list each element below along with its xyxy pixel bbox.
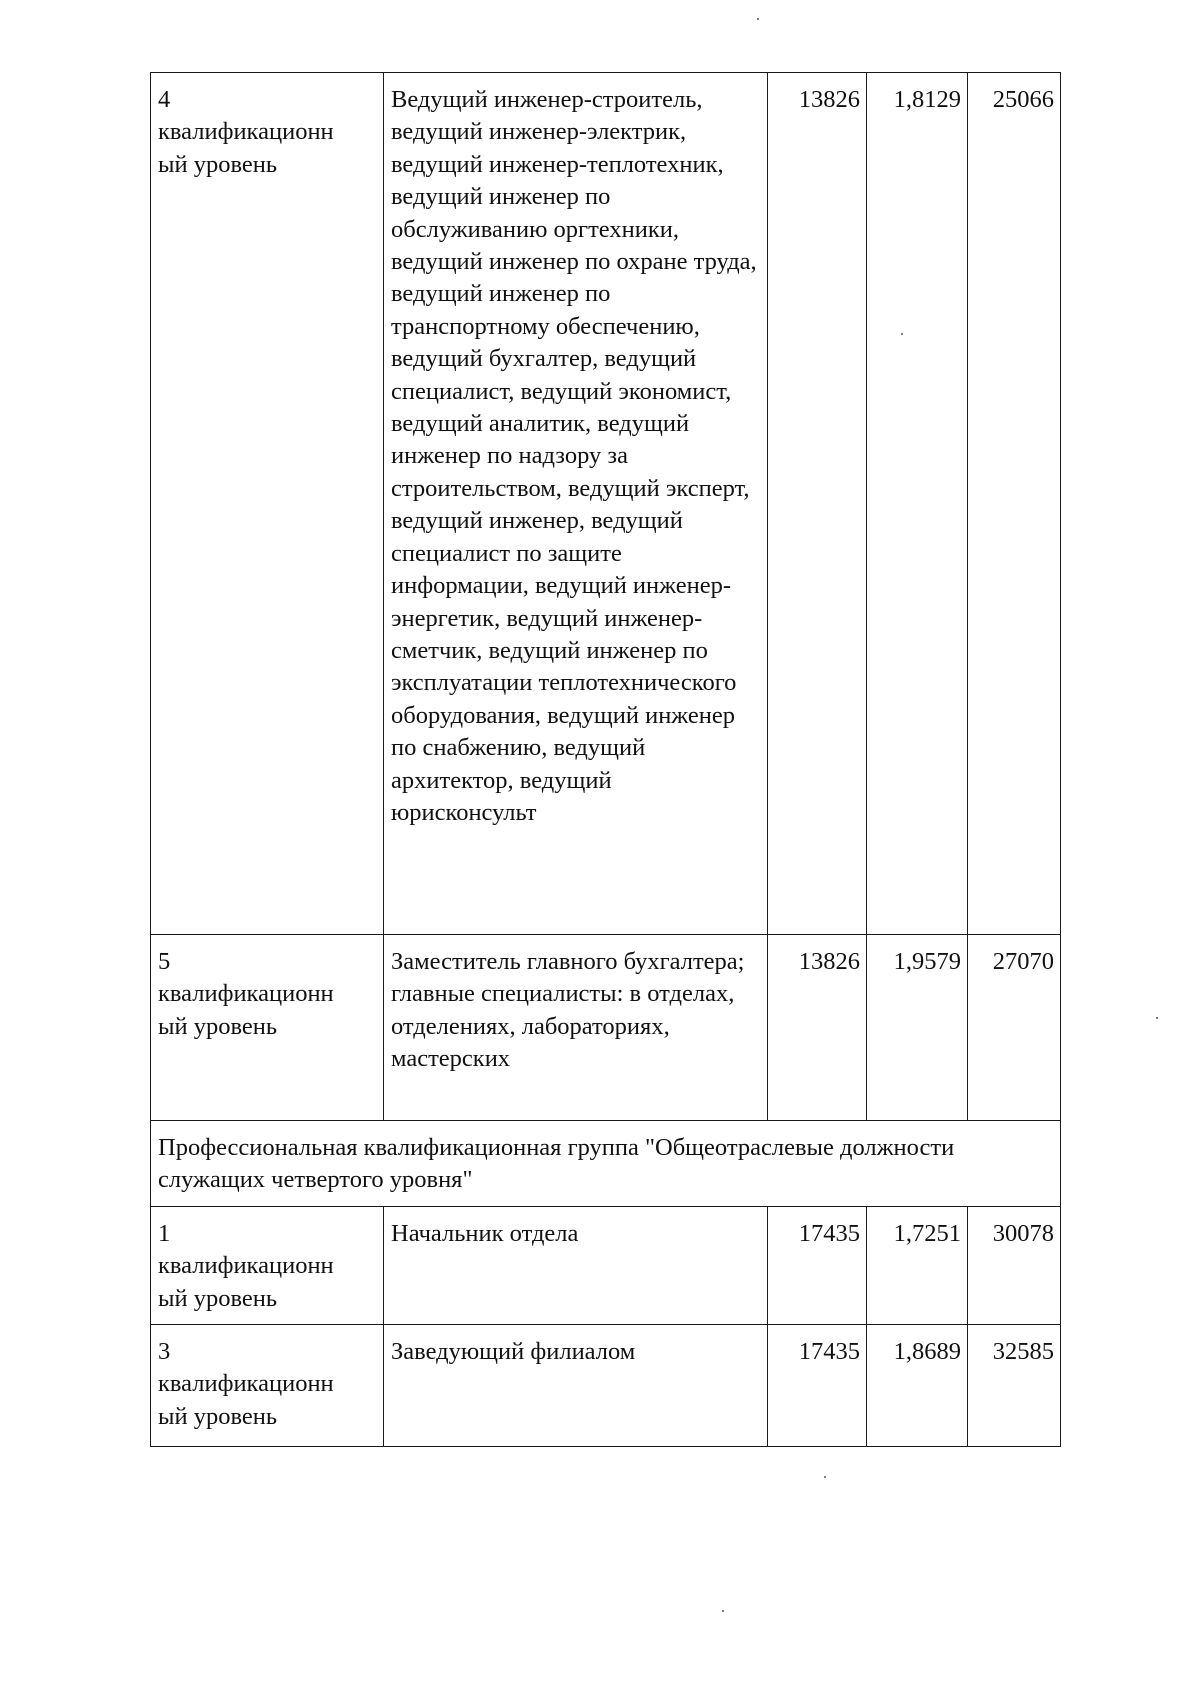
table-row <box>151 1325 1061 1447</box>
base-salary-cell: 17435 <box>768 1325 867 1447</box>
coefficient-cell: 1,7251 <box>867 1207 968 1325</box>
salary-cell: 32585 <box>968 1325 1061 1447</box>
salary-cell: 27070 <box>968 935 1061 1121</box>
table-row <box>151 1207 1061 1325</box>
positions-cell: Заместитель главного бухгалтера; главные специалисты: в отделах, отделениях, лабораториях, мастерских <box>384 935 768 1121</box>
scan-speck <box>722 1610 724 1612</box>
salary-table <box>150 72 1061 1447</box>
base-salary-cell: 17435 <box>768 1207 867 1325</box>
salary-cell: 30078 <box>968 1207 1061 1325</box>
base-salary-cell: 13826 <box>768 73 867 935</box>
scan-speck <box>901 333 903 335</box>
qualification-level-cell: 4 квалификационн ый уровень <box>151 73 384 935</box>
group-header-row <box>151 1121 1061 1207</box>
qualification-level-cell: 3 квалификационн ый уровень <box>151 1325 384 1447</box>
positions-cell: Заведующий филиалом <box>384 1325 768 1447</box>
coefficient-cell: 1,8689 <box>867 1325 968 1447</box>
group-header-cell: Профессиональная квалификационная группа "Общеотраслевые должности служащих четвертого уровня" <box>151 1121 1061 1207</box>
table-row <box>151 935 1061 1121</box>
coefficient-cell: 1,9579 <box>867 935 968 1121</box>
scan-speck <box>757 18 759 20</box>
scan-speck <box>824 1476 826 1478</box>
qualification-level-cell: 5 квалификационн ый уровень <box>151 935 384 1121</box>
qualification-level-cell: 1 квалификационн ый уровень <box>151 1207 384 1325</box>
coefficient-cell: 1,8129 <box>867 73 968 935</box>
base-salary-cell: 13826 <box>768 935 867 1121</box>
scan-speck <box>1156 1017 1158 1019</box>
positions-cell: Ведущий инженер-строитель, ведущий инженер-электрик, ведущий инженер-теплотехник, ведущий инженер по обслуживанию оргтехники, ведущий инженер по охране труда, ведущий инженер по транспортному обеспечению, ведущий бухгалтер, ведущий специалист, ведущий экономист, ведущий аналитик, ведущий инженер по надзору за строительством, ведущий эксперт, ведущий инженер, ведущий специалист по защите информации, ведущий инженер-энергетик, ведущий инженер-сметчик, ведущий инженер по эксплуатации теплотехнического оборудования, ведущий инженер по снабжению, ведущий архитектор, ведущий юрисконсульт <box>384 73 768 935</box>
positions-cell: Начальник отдела <box>384 1207 768 1325</box>
salary-cell: 25066 <box>968 73 1061 935</box>
table-row <box>151 73 1061 935</box>
